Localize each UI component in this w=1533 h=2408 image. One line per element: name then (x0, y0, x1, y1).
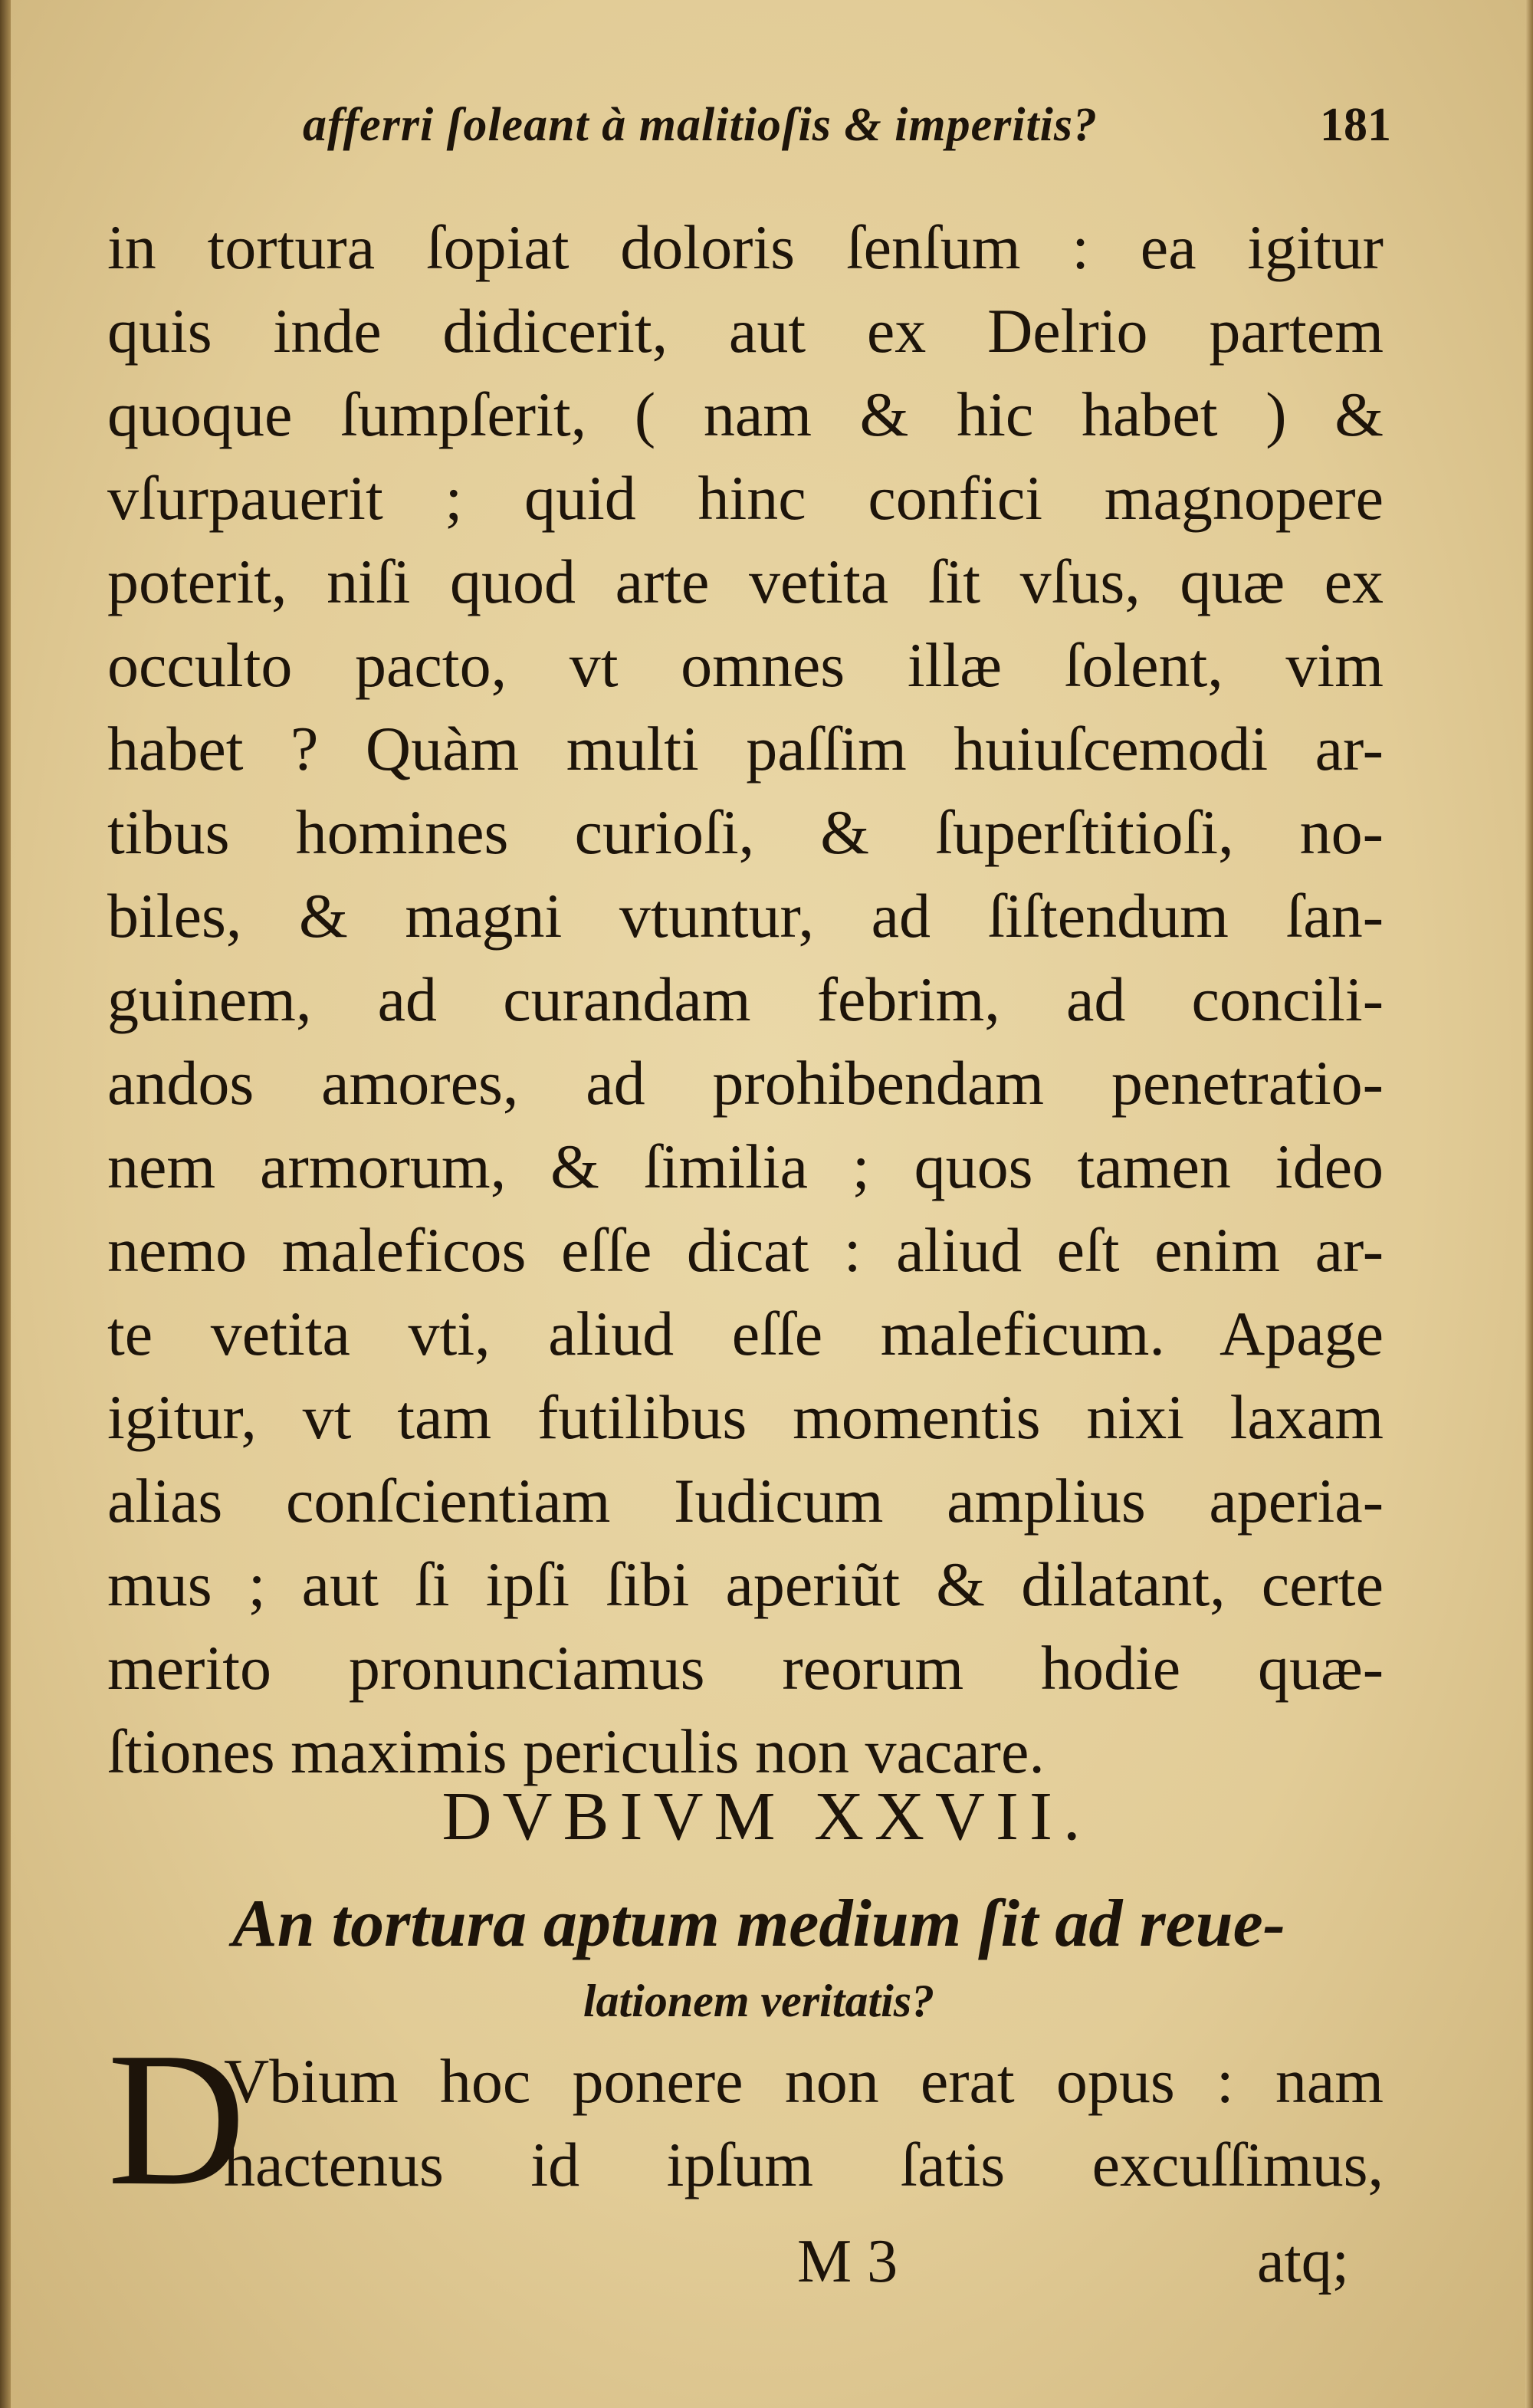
text-line: tibus homines curioſi, & ſuperſtitioſi, no- (107, 797, 1384, 867)
text-line: habet ? Quàm multi paſſim huiuſcemodi ar- (107, 714, 1384, 784)
text-line: occulto pacto, vt omnes illæ ſolent, vim (107, 630, 1384, 700)
text-line: Vbium hoc ponere non erat opus : nam (224, 2046, 1384, 2116)
text-line: guinem, ad curandam febrim, ad concili- (107, 964, 1384, 1034)
main-paragraph (107, 205, 1384, 1793)
second-paragraph (224, 2039, 1384, 2206)
text-line: andos amores, ad prohibendam penetratio- (107, 1048, 1384, 1118)
signature-mark: M 3 (797, 2228, 898, 2295)
page-edge (1525, 0, 1533, 2408)
text-line: te vetita vti, aliud eſſe maleficum. Apage (107, 1299, 1384, 1368)
text-line: alias conſcientiam Iudicum amplius aperia- (107, 1466, 1384, 1536)
text-line: poterit, niſi quod arte vetita ſit vſus, quæ ex (107, 547, 1384, 616)
running-title: afferri ſoleant à malitioſis & imperitis? (303, 99, 1098, 151)
text-line: quoque ſumpſerit, ( nam & hic habet ) & (107, 379, 1384, 449)
text-line: mus ; aut ſi ipſi ſibi aperiũt & dilatant, certe (107, 1549, 1384, 1619)
page-gutter-shadow (0, 0, 11, 2408)
section-heading: DVBIVM XXVII. (442, 1779, 1091, 1854)
text-line: igitur, vt tam futilibus momentis nixi laxam (107, 1382, 1384, 1452)
drop-cap: D (107, 2013, 246, 2226)
text-line: vſurpauerit ; quid hinc confici magnopere (107, 463, 1384, 533)
question-line: An tortura aptum medium ſit ad reue- (232, 1887, 1285, 1961)
text-line: nem armorum, & ſimilia ; quos tamen ideo (107, 1132, 1384, 1201)
page-number: 181 (1320, 99, 1391, 151)
text-line: biles, & magni vtuntur, ad ſiſtendum ſan- (107, 881, 1384, 951)
text-line: hactenus id ipſum ſatis excuſſimus, (224, 2130, 1384, 2199)
text-line: nemo maleficos eſſe dicat : aliud eſt enim ar- (107, 1215, 1384, 1285)
text-line: quis inde didicerit, aut ex Delrio partem (107, 296, 1384, 366)
section-question (123, 1882, 1395, 2035)
question-line: lationem veritatis? (583, 1976, 935, 2026)
page-header (303, 98, 1391, 159)
catchword: atq; (1257, 2228, 1349, 2295)
text-line: in tortura ſopiat doloris ſenſum : ea igitur (107, 212, 1384, 282)
text-line: merito pronunciamus reorum hodie quæ- (107, 1633, 1384, 1703)
text-line: ſtiones maximis periculis non vacare. (107, 1716, 1045, 1786)
